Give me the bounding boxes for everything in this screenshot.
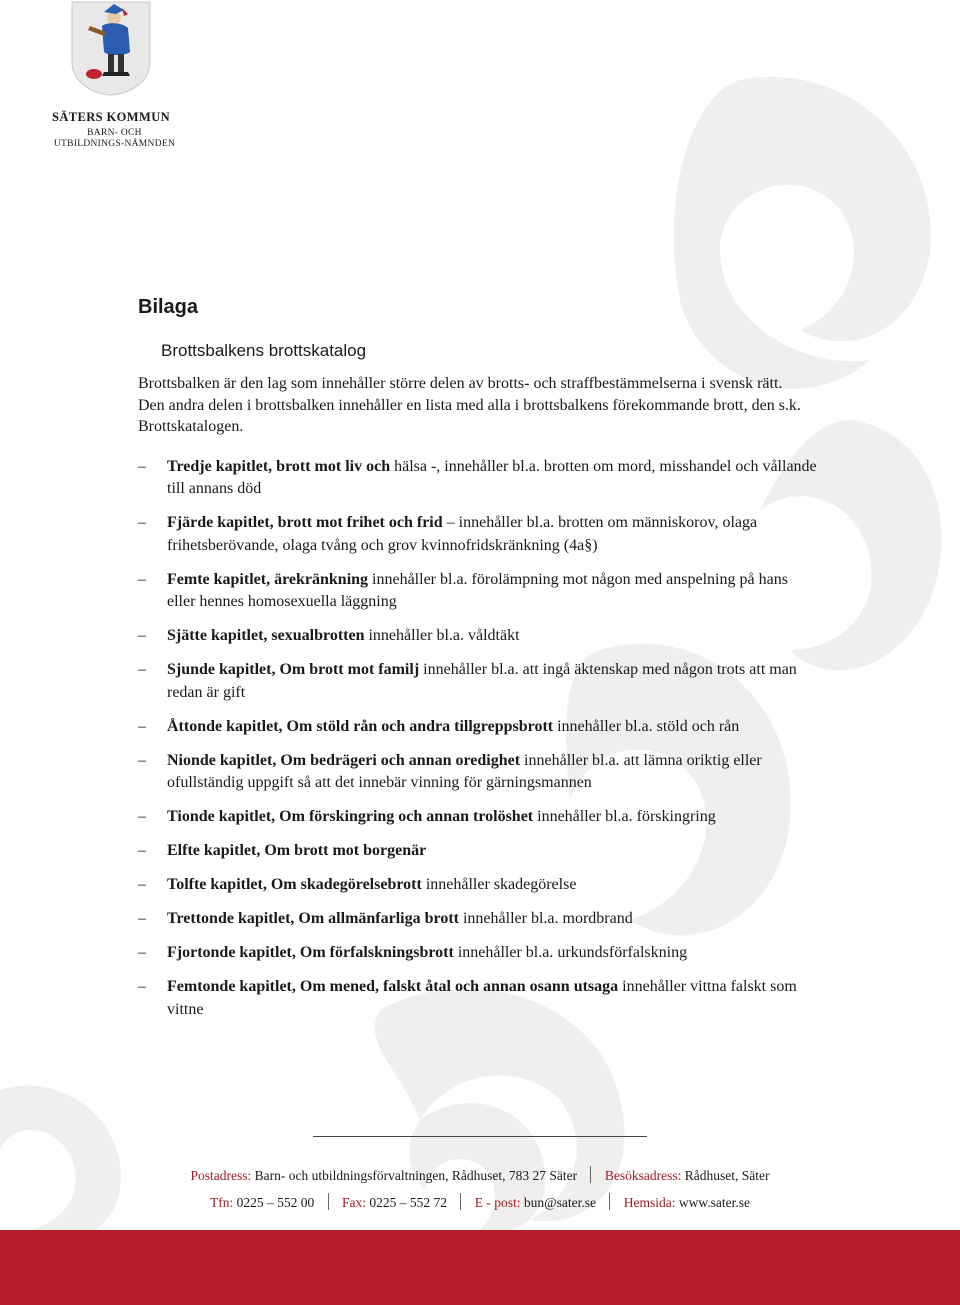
chapter-description: innehåller bl.a. förskingring [533, 808, 716, 825]
phone-value: 0225 – 552 00 [233, 1195, 315, 1210]
chapter-description: innehåller bl.a. våldtäkt [364, 627, 520, 644]
dash-bullet: – [138, 570, 146, 588]
chapter-title: Elfte kapitlet, Om brott mot borgenär [167, 842, 427, 859]
footer-contact-line [0, 1193, 960, 1211]
footer-separator [590, 1166, 591, 1183]
footer-separator [328, 1193, 329, 1210]
chapter-description: innehåller bl.a. mordbrand [458, 910, 633, 927]
dash-bullet: – [138, 978, 146, 995]
chapter-description: innehåller bl.a. att lämna oriktig eller ofullständig uppgift så att det innebär vinning för gärningsmannen [167, 751, 762, 791]
organization-department: BARN- OCH UTBILDNINGS-NÄMNDEN [53, 128, 176, 149]
chapter-list-item [138, 750, 817, 795]
dash-bullet: – [138, 514, 146, 531]
chapter-description: innehåller vittna falskt som vittne [167, 978, 797, 1018]
phone-label: Tfn: [210, 1195, 234, 1210]
dash-bullet: – [138, 842, 146, 859]
postal-address-label: Postadress: [190, 1168, 252, 1183]
intro-paragraph: Brottsbalken är den lag som innehåller större delen av brotts- och straffbestämmelserna i svensk rätt. Den andra delen i brottsbalken innehåller en lista med alla i brottsbalkens förekommande brott, den s.k. Brottskatalogen. [138, 375, 801, 435]
footer-divider [313, 1136, 647, 1137]
chapter-title: Fjärde kapitlet, brott mot frihet och frid [167, 514, 443, 531]
website-label: Hemsida: [623, 1195, 676, 1210]
coat-of-arms-icon [70, 0, 152, 96]
postal-address-value: Barn- och utbildningsförvaltningen, Rådhuset, 783 27 Säter [251, 1168, 578, 1183]
chapter-title: Sjätte kapitlet, sexualbrotten [167, 627, 365, 644]
footer-separator [460, 1193, 461, 1210]
footer-address-line [0, 1166, 960, 1184]
chapter-list-item [138, 569, 817, 614]
chapter-title: Nionde kapitlet, Om bedrägeri och annan oredighet [167, 751, 521, 769]
chapter-description: – innehåller bl.a. brotten om människorov, olaga frihetsberövande, olaga tvång och grov kvinnofridskränkning (4a§) [167, 514, 758, 554]
chapter-description: innehåller bl.a. stöld och rån [553, 717, 740, 735]
dash-bullet: – [138, 808, 146, 825]
visit-address-label: Besöksadress: [604, 1168, 682, 1183]
chapter-title: Åttonde kapitlet, Om stöld rån och andra tillgreppsbrott [167, 717, 554, 735]
chapter-list-item [138, 874, 817, 897]
website-value[interactable]: www.sater.se [675, 1195, 750, 1210]
chapter-list [138, 456, 818, 1022]
dash-bullet: – [138, 627, 146, 644]
page-title: Bilaga [138, 296, 199, 318]
chapter-description: innehåller bl.a. att ingå äktenskap med någon trots att man redan är gift [167, 661, 797, 701]
fax-value: 0225 – 552 72 [366, 1195, 448, 1210]
chapter-list-item [138, 908, 817, 931]
chapter-list-item [138, 840, 817, 863]
chapter-title: Femte kapitlet, ärekränkning [167, 570, 369, 588]
chapter-list-item [138, 716, 817, 739]
footer-color-band [0, 1230, 960, 1305]
chapter-list-item [138, 942, 817, 965]
visit-address-value: Rådhuset, Säter [681, 1168, 770, 1183]
chapter-title: Trettonde kapitlet, Om allmänfarliga brott [167, 910, 459, 927]
email-value[interactable]: bun@sater.se [520, 1195, 596, 1210]
dash-bullet: – [138, 457, 146, 475]
chapter-list-item [138, 456, 817, 501]
chapter-description: hälsa -, innehåller bl.a. brotten om mord, misshandel och vållande till annans död [167, 457, 817, 497]
chapter-list-item [138, 512, 817, 557]
chapter-title: Femtonde kapitlet, Om mened, falskt åtal och annan osann utsaga [167, 978, 619, 995]
dash-bullet: – [138, 876, 146, 893]
section-subtitle: Brottsbalkens brottskatalog [161, 341, 367, 360]
chapter-title: Tredje kapitlet, brott mot liv och [167, 457, 391, 475]
chapter-list-item [138, 659, 817, 704]
organization-name: SÄTERS KOMMUN [52, 110, 171, 124]
dash-bullet: – [138, 944, 146, 961]
document-body [138, 296, 818, 1033]
chapter-title: Tolfte kapitlet, Om skadegörelsebrott [167, 876, 422, 893]
chapter-list-item [138, 976, 817, 1021]
chapter-description: innehåller bl.a. urkundsförfalskning [453, 944, 688, 961]
chapter-title: Fjortonde kapitlet, Om förfalskningsbrott [167, 944, 454, 961]
chapter-list-item [138, 806, 817, 829]
dash-bullet: – [138, 910, 146, 927]
dash-bullet: – [138, 751, 146, 769]
chapter-description: innehåller bl.a. förolämpning mot någon med anspelning på hans eller hennes homosexuella läggning [167, 570, 788, 610]
chapter-description: innehåller skadegörelse [421, 876, 577, 893]
dash-bullet: – [138, 661, 146, 678]
chapter-list-item [138, 625, 817, 648]
chapter-title: Tionde kapitlet, Om förskingring och annan trolöshet [167, 808, 534, 825]
chapter-title: Sjunde kapitlet, Om brott mot familj [167, 661, 420, 678]
email-label: E - post: [474, 1195, 521, 1210]
footer-separator [609, 1193, 610, 1210]
fax-label: Fax: [342, 1195, 367, 1210]
dash-bullet: – [138, 717, 146, 735]
